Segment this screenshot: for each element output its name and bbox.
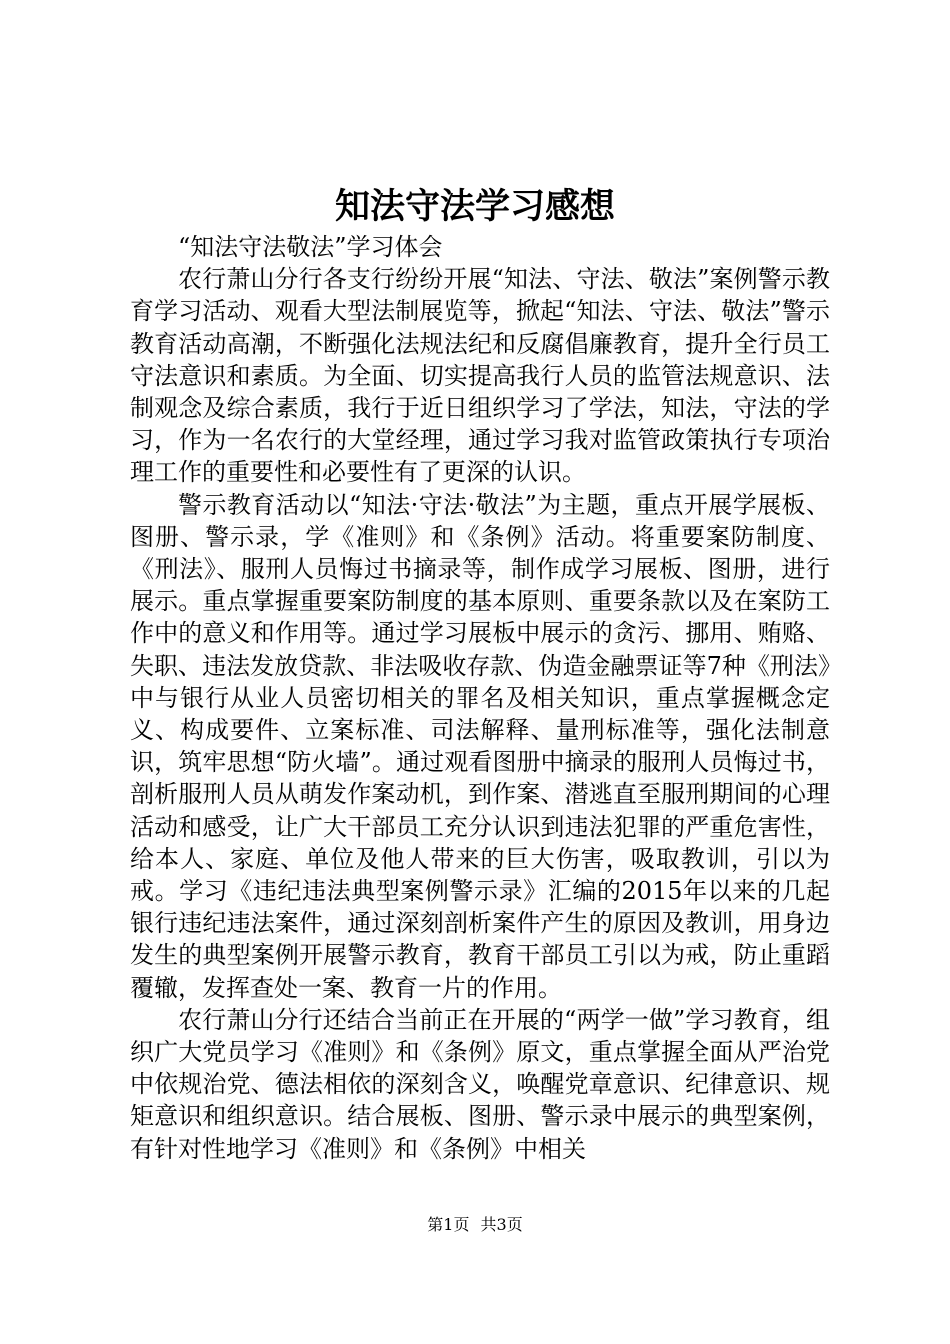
body-paragraph: 农行萧山分行各支行纷纷开展“知法、守法、敬法”案例警示教育学习活动、观看大型法制展览等，掀起“知法、守法、敬法”警示教育活动高潮，不断强化法规法纪和反腐倡廉教育，提升全行员工守法意识和素质。为全面、切实提高我行人员的监管法规意识、法制观念及综合素质，我行于近日组织学习了学法，知法，守法的学习，作为一名农行的大堂经理，通过学习我对监管政策执行专项治理工作的重要性和必要性有了更深的认识。 (130, 265, 830, 487)
document-title: 知法守法学习感想 (334, 186, 615, 227)
subtitle-paragraph: “知法守法敬法”学习体会 (178, 233, 443, 261)
page-total: 共3页 (480, 1215, 523, 1234)
page-footer (0, 1214, 950, 1236)
page-number: 第1页 (427, 1215, 470, 1234)
body-paragraph: 警示教育活动以“知法·守法·敬法”为主题，重点开展学展板、图册、警示录，学《准则》和《条例》活动。将重要案防制度、《刑法》、服刑人员悔过书摘录等，制作成学习展板、图册，进行展示。重点掌握重要案防制度的基本原则、重要条款以及在案防工作中的意义和作用等。通过学习展板中展示的贪污、挪用、贿赂、失职、违法发放贷款、非法吸收存款、伪造金融票证等7种《刑法》中与银行从业人员密切相关的罪名及相关知识，重点掌握概念定义、构成要件、立案标准、司法解释、量刑标准等，强化法制意识，筑牢思想“防火墙”。通过观看图册中摘录的服刑人员悔过书，剖析服刑人员从萌发作案动机，到作案、潜逃直至服刑期间的心理活动和感受，让广大干部员工充分认识到违法犯罪的严重危害性，给本人、家庭、单位及他人带来的巨大伤害，吸取教训，引以为戒。学习《违纪违法典型案例警示录》汇编的2015年以来的几起银行违纪违法案件，通过深刻剖析案件产生的原因及教训，用身边发生的典型案例开展警示教育，教育干部员工引以为戒，防止重蹈覆辙，发挥查处一案、教育一片的作用。 (130, 490, 830, 1002)
body-paragraph: 农行萧山分行还结合当前正在开展的“两学一做”学习教育，组织广大党员学习《准则》和《条例》原文，重点掌握全面从严治党中依规治党、德法相依的深刻含义，唤醒党章意识、纪律意识、规矩意识和组织意识。结合展板、图册、警示录中展示的典型案例，有针对性地学习《准则》和《条例》中相关 (130, 1005, 830, 1163)
document-body (130, 231, 830, 1165)
